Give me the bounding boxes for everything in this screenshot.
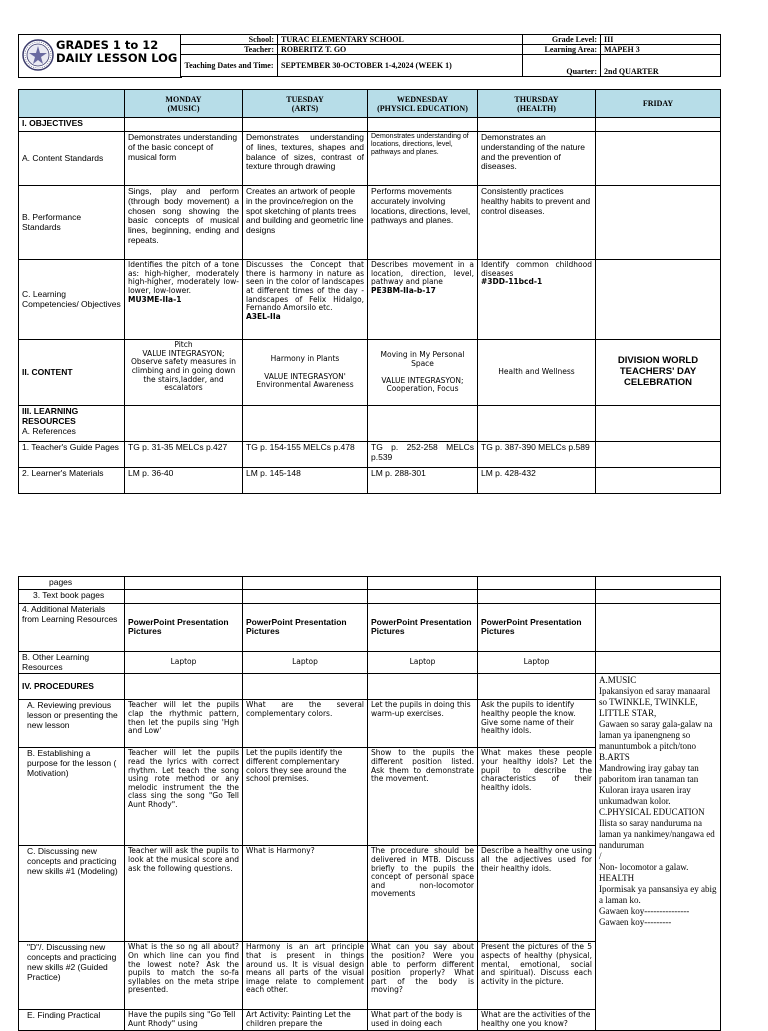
school-label: School: <box>181 35 278 45</box>
competency-code-mon: MU3ME-IIa-1 <box>128 294 182 304</box>
procedure-b-tue: Let the pupils identify the different complementary colors they see around the school premises. <box>243 748 368 846</box>
procedure-c-tue: What is Harmony? <box>243 846 368 942</box>
lm-wed: LM p. 288-301 <box>368 468 478 494</box>
learning-area-label: Learning Area: <box>523 45 601 55</box>
additional-wed: PowerPoint Presentation Pictures <box>368 603 478 651</box>
competency-code-thu: #3DD-11bcd-1 <box>481 277 543 287</box>
lm-thu: LM p. 428-432 <box>478 468 596 494</box>
competency-thu: Identify common childhood diseases #3DD-11bcd-1 <box>478 260 596 340</box>
learning-area-value: MAPEH 3 <box>601 45 721 55</box>
procedure-a-label: A. Reviewing previous lesson or presenting the new lesson <box>19 700 125 748</box>
day-header-friday: FRIDAY <box>596 90 721 118</box>
pages-continued-label: pages <box>19 577 125 590</box>
procedure-e-wed: What part of the body is used in doing each <box>368 1010 478 1030</box>
procedure-d-label: "D"/. Discussing new concepts and practicing new skills #2 (Guided Practice) <box>19 942 125 1010</box>
procedure-e-label: E. Finding Practical <box>19 1010 125 1030</box>
performance-standard-wed: Performs movements accurately involving locations, directions, level, pathways and planes. <box>368 186 478 260</box>
content-fri: DIVISION WORLD TEACHERS' DAY CELEBRATION <box>596 340 721 406</box>
content-tue: Harmony in Plants VALUE INTEGRASYON' Environmental Awareness <box>243 340 368 406</box>
procedure-d-wed: What can you say about the position? Were you able to perform different position properly? What part of the body is moving? <box>368 942 478 1010</box>
additional-thu: PowerPoint Presentation Pictures <box>478 603 596 651</box>
quarter-label: Quarter: <box>523 55 601 77</box>
procedure-a-wed: Let the pupils in doing this warm-up exercises. <box>368 700 478 748</box>
corner-cell <box>19 90 125 118</box>
header-info-table <box>180 34 721 77</box>
procedure-d-tue: Harmony is an art principle that is present in things around us. It is visual design means all parts of the visual image relate to complement each other. <box>243 942 368 1010</box>
school-value: TURAC ELEMENTARY SCHOOL <box>278 35 523 45</box>
other-mon: Laptop <box>125 651 243 674</box>
document-title <box>56 39 177 65</box>
procedure-a-mon: Teacher will let the pupils clap the rhythmic pattern, then let the pupils sing 'Hgh and Low' <box>125 700 243 748</box>
day-header-monday: MONDAY (MUSIC) <box>125 90 243 118</box>
tg-wed: TG p. 252-258 MELCs p.539 <box>368 442 478 468</box>
quarter-value: 2nd QUARTER <box>601 55 721 77</box>
content-heading: II. CONTENT <box>19 340 125 406</box>
procedures-heading: IV. PROCEDURES <box>19 674 125 700</box>
friday-procedures: A.MUSIC Ipakansiyon ed saray manaaral so TWINKLE, TWINKLE, LITTLE STAR, Gawaen so saray gala-galaw na laman ya ipanengneng so manuntumbok a pitch/tono B.ARTS Mandrowing iray gabay tan paboritom iran tanaman tan Kuloran iraya usaren iray unkumadwan kolor. C.PHYSICAL EDUCATION Ilista so saray nanduruma na laman ya nankimey/nangawa ed nanduruman / Non- locomotor a galaw. HEALTH Ipormisak ya pansansiya ey abig a laman ko. Gawaen koy--------------- Gawaen koy--------- <box>596 674 721 1030</box>
performance-standard-tue: Creates an artwork of people in the province/region on the spot sketching of plants trees and building and geometric line designs <box>243 186 368 260</box>
learning-competencies-label: C. Learning Competencies/ Objectives <box>19 260 125 340</box>
learners-materials-label: 2. Learner's Materials <box>19 468 125 494</box>
other-thu: Laptop <box>478 651 596 674</box>
day-header-thursday: THURSDAY (HEALTH) <box>478 90 596 118</box>
content-standard-thu: Demonstrates an understanding of the nature and the prevention of diseases. <box>478 132 596 186</box>
title-block <box>18 34 182 78</box>
procedure-b-wed: Show to the pupils the different position listed. Ask them to demonstrate the movement. <box>368 748 478 846</box>
competency-code-tue: A3EL-IIa <box>246 311 281 321</box>
procedure-b-mon: Teacher will let the pupils read the lyrics with correct rhythm. Let teach the song using rote method or any melodic instrument the the class sing the song "Go Tell Aunt Rhody". <box>125 748 243 846</box>
lm-tue: LM p. 145-148 <box>243 468 368 494</box>
teacher-value: ROBERITZ T. GO <box>278 45 523 55</box>
text-book-pages-label: 3. Text book pages <box>19 589 125 603</box>
procedure-a-tue: What are the several complementary colors. <box>243 700 368 748</box>
tg-tue: TG p. 154-155 MELCs p.478 <box>243 442 368 468</box>
tg-thu: TG p. 387-390 MELCs p.589 <box>478 442 596 468</box>
other-resources-label: B. Other Learning Resources <box>19 651 125 674</box>
content-standards-label: A. Content Standards <box>19 132 125 186</box>
procedure-e-mon: Have the pupils sing "Go Tell Aunt Rhody" using <box>125 1010 243 1030</box>
content-mon: Pitch VALUE INTEGRASYON; Observe safety measures in climbing and in going down the stairs,ladder, and escalators <box>125 340 243 406</box>
procedure-e-tue: Art Activity: Painting Let the children prepare the <box>243 1010 368 1030</box>
objectives-heading: I. OBJECTIVES <box>19 118 125 132</box>
procedure-d-mon: What is the so ng all about? On which line can you find the lowest note? Ask the pupils to match the so-fa syllables on the meta stripe presented. <box>125 942 243 1010</box>
performance-standard-thu: Consistently practices healthy habits to prevent and control diseases. <box>478 186 596 260</box>
title-line-2: DAILY LESSON LOG <box>56 51 178 65</box>
lesson-log-table-page-2 <box>18 576 721 1031</box>
references-label: A. References <box>22 425 76 436</box>
performance-standard-mon: Sings, play and perform (through body movement) a chosen song showing the basic concepts of musical lines, beginning, ending and repeats. <box>125 186 243 260</box>
day-header-tuesday: TUESDAY (ARTS) <box>243 90 368 118</box>
procedure-c-wed: The procedure should be delivered in MTB. Discuss briefly to the pupils the concept of personal space and non-locomotor movements <box>368 846 478 942</box>
tg-mon: TG p. 31-35 MELCs p.427 <box>125 442 243 468</box>
additional-tue: PowerPoint Presentation Pictures <box>243 603 368 651</box>
content-wed: Moving in My Personal Space VALUE INTEGRASYON; Cooperation, Focus <box>368 340 478 406</box>
procedure-d-thu: Present the pictures of the 5 aspects of healthy (physical, mental, emotional, social and spiritual). Discuss each activity in the picture. <box>478 942 596 1010</box>
grade-level-label: Grade Level: <box>523 35 601 45</box>
procedure-b-thu: What makes these people your healthy idols? Let the pupil to describe the characteristics of their healthy idols. <box>478 748 596 846</box>
content-thu: Health and Wellness <box>478 340 596 406</box>
grade-level-value: III <box>601 35 721 45</box>
performance-standards-label: B. Performance Standards <box>19 186 125 260</box>
additional-materials-label: 4. Additional Materials from Learning Resources <box>19 603 125 651</box>
other-wed: Laptop <box>368 651 478 674</box>
competency-mon: Identifies the pitch of a tone as: high-higher, moderately high-higher, moderately low-lower, low-lower. MU3ME-IIa-1 <box>125 260 243 340</box>
other-tue: Laptop <box>243 651 368 674</box>
deped-seal-icon <box>22 39 54 71</box>
content-standard-mon: Demonstrates understanding of the basic concept of musical form <box>125 132 243 186</box>
teacher-label: Teacher: <box>181 45 278 55</box>
teaching-dates-label: Teaching Dates and Time: <box>181 55 278 77</box>
lesson-log-table-page-1 <box>18 89 721 494</box>
teaching-dates-value: SEPTEMBER 30-OCTOBER 1-4,2024 (WEEK 1) <box>278 55 523 77</box>
content-standard-wed: Demonstrates understanding of locations, directions, level, pathways and planes. <box>368 132 478 186</box>
additional-mon: PowerPoint Presentation Pictures <box>125 603 243 651</box>
procedure-c-thu: Describe a healthy one using all the adjectives used for their healthy idols. <box>478 846 596 942</box>
procedure-b-label: B. Establishing a purpose for the lesson ( Motivation) <box>19 748 125 846</box>
title-line-1: GRADES 1 to 12 <box>56 38 159 52</box>
competency-code-wed: PE3BM-IIa-b-17 <box>371 285 436 295</box>
procedure-a-thu: Ask the pupils to identify healthy people the know. Give some name of their healthy idols. <box>478 700 596 748</box>
teachers-guide-label: 1. Teacher's Guide Pages <box>19 442 125 468</box>
procedure-c-label: C. Discussing new concepts and practicing new skills #1 (Modeling) <box>19 846 125 942</box>
lm-mon: LM p. 36-40 <box>125 468 243 494</box>
learning-resources-heading: III. LEARNING RESOURCES A. References <box>19 406 125 442</box>
day-header-wednesday: WEDNESDAY (PHYSICL EDUCATION) <box>368 90 478 118</box>
content-standard-tue: Demonstrates understanding of lines, textures, shapes and balance of sizes, contrast of texture through drawing <box>243 132 368 186</box>
competency-wed: Describes movement in a location, direction, level, pathway and plane PE3BM-IIa-b-17 <box>368 260 478 340</box>
competency-tue: Discusses the Concept that there is harmony in nature as seen in the color of landscapes at different times of the day - landscapes of Felix Hidalgo, Fernando Amorsilo etc. A3EL-IIa <box>243 260 368 340</box>
procedure-e-thu: What are the activities of the healthy one you know? <box>478 1010 596 1030</box>
procedure-c-mon: Teacher will ask the pupils to look at the musical score and ask the following questions. <box>125 846 243 942</box>
